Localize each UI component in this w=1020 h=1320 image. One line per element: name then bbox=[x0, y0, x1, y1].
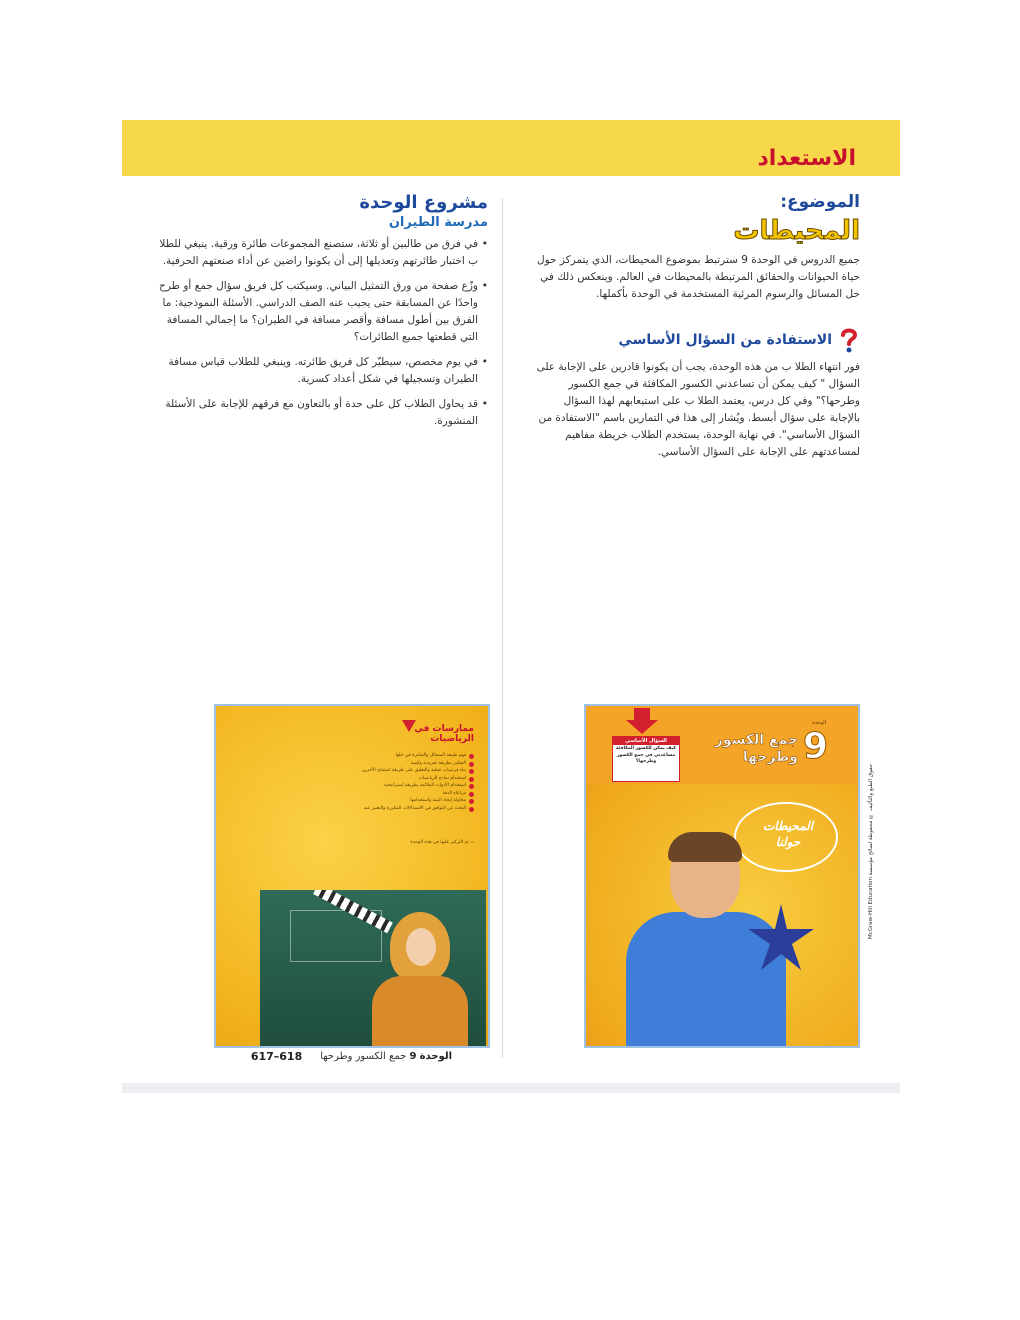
unit-number: 9 bbox=[802, 726, 828, 767]
list-item: التفكير بطريقة تجريدية وكمية bbox=[346, 760, 474, 768]
topic-name: المحيطات bbox=[733, 216, 860, 246]
topic-intro: جميع الدروس في الوحدة 9 سترتبط بموضوع المحيطات، الذي يتمركز حول حياة الحيوانات والحقائق المرتبطة بالمحيطات في العالم. وينعكس ذلك في حل المسائل والرسوم المرئية المستخدمة في الوحدة بأكملها. bbox=[537, 254, 860, 300]
page-numbers: 617–618 bbox=[250, 1050, 303, 1063]
footer-unit-number: 9 bbox=[409, 1051, 417, 1062]
math-practices-heading: ممارسات في الرياضيات bbox=[414, 724, 474, 744]
footer-unit-word: الوحدة bbox=[419, 1051, 452, 1062]
page-title: الاستعداد bbox=[757, 146, 856, 171]
question-mark-icon bbox=[838, 327, 860, 353]
essential-question-body: فور انتهاء الطلا ب من هذه الوحدة، يجب أن يكونوا قادرين على الإجابة على السؤال " كيف يمكن أن تساعدني الكسور المكافئة في جمع الكسور وطرحها؟" وفي كل درس، يعتمد الطلا ب على استيعابهم لهذا السؤال بالإجابة على سؤال أبسط. ويُشار إلى هذا في التمارين باسم "الاستفادة من السؤال الأساسي". في نهاية الوحدة، يستخدم الطلاب خريطة مفاهيم لمساعدتهم على الإجابة على السؤال الأساسي. bbox=[536, 361, 860, 458]
topic-label: الموضوع: bbox=[780, 192, 860, 212]
list-item: • في فرق من طالبين أو ثلاثة، ستصنع المجموعات طائرة ورقية. ينبغي للطلا ب اختبار طائرتهم وتعديلها إلى أن يكونوا راضين عن أداء صنعتهم الحرفية. bbox=[158, 236, 488, 270]
unit-label: الوحدة bbox=[812, 720, 826, 726]
project-title: مشروع الوحدة bbox=[359, 192, 488, 213]
footer-unit bbox=[320, 1051, 452, 1062]
unit-opener-thumbnail bbox=[584, 704, 860, 1048]
right-column bbox=[530, 192, 860, 461]
boy-hair bbox=[668, 832, 742, 862]
list-item: بناء فرضيات عملية والتعليق على طريقة استنتاج الآخرين bbox=[346, 767, 474, 775]
left-column bbox=[158, 192, 488, 438]
essential-question-box-heading: السؤال الأساسي bbox=[613, 737, 679, 745]
footer-unit-title: جمع الكسور وطرحها bbox=[320, 1051, 407, 1062]
math-practices-list bbox=[346, 752, 474, 812]
list-item: استخدام نماذج الرياضيات bbox=[346, 775, 474, 783]
starfish-icon bbox=[746, 902, 816, 972]
list-item: فهم طبيعة المسائل والمثابرة في حلها bbox=[346, 752, 474, 760]
project-bullets bbox=[158, 236, 488, 430]
bottom-strip bbox=[122, 1083, 900, 1093]
teacher-page bbox=[122, 120, 900, 1092]
list-item: محاولة إيجاد البنية واستخدامها bbox=[346, 797, 474, 805]
list-item: مراعاة الدقة bbox=[346, 790, 474, 798]
copyright-credit: حقوق الطبع والتأليف © محفوظة لصالح مؤسسة McGraw-Hill Education bbox=[868, 764, 874, 940]
unit-title: جمع الكسور وطرحها bbox=[714, 732, 798, 765]
girl-body bbox=[372, 976, 468, 1046]
essential-question-heading bbox=[530, 327, 860, 353]
down-arrow-icon bbox=[624, 708, 660, 734]
math-practices-note: = تم التركيز عليها في هذه الوحدة bbox=[410, 840, 474, 845]
list-item: • وزّع صفحة من ورق التمثيل البياني. وسيكتب كل فريق سؤال جمع أو طرح واحدًا عن المسابقة حتى يجيب عنه الصف الدراسي. الأسئلة النموذجية: ما الفرق بين أطول مسافة وأقصر مسافة في الطيران؟ ما إجمالي المسافة التي قطعتها جميع الطائرات؟ bbox=[158, 278, 488, 346]
essential-question-box-text: كيف يمكن للكسور المكافئة مساعدتي في جمع الكسور وطرحها؟ bbox=[615, 746, 677, 764]
list-item: • قد يحاول الطلاب كل على حدة أو بالتعاون مع فرقهم للإجابة على الأسئلة المنشورة. bbox=[158, 396, 488, 430]
list-item: • في يوم مخصص، سيطيّر كل فريق طائرته. وينبغي للطلاب قياس مسافة الطيران وتسجيلها في شكل أعداد كسرية. bbox=[158, 354, 488, 388]
column-divider bbox=[502, 198, 503, 1058]
math-practices-page-thumbnail bbox=[214, 704, 490, 1048]
girl-at-chalkboard-photo bbox=[260, 890, 486, 1046]
list-item: البحث عن التوافق في الاستدلالات المكررة والتعبير عنه bbox=[346, 805, 474, 813]
girl-face bbox=[406, 928, 436, 966]
project-subtitle: مدرسة الطيران bbox=[388, 215, 488, 230]
essential-question-box bbox=[612, 736, 680, 782]
essential-question-title: الاستفادة من السؤال الأساسي bbox=[618, 332, 832, 348]
list-item: استخدام الأدوات الملائمة بطريقة إستراتيجية bbox=[346, 782, 474, 790]
page-footer bbox=[152, 1050, 452, 1063]
theme-oval-text: المحيطات حولنا bbox=[762, 819, 814, 849]
